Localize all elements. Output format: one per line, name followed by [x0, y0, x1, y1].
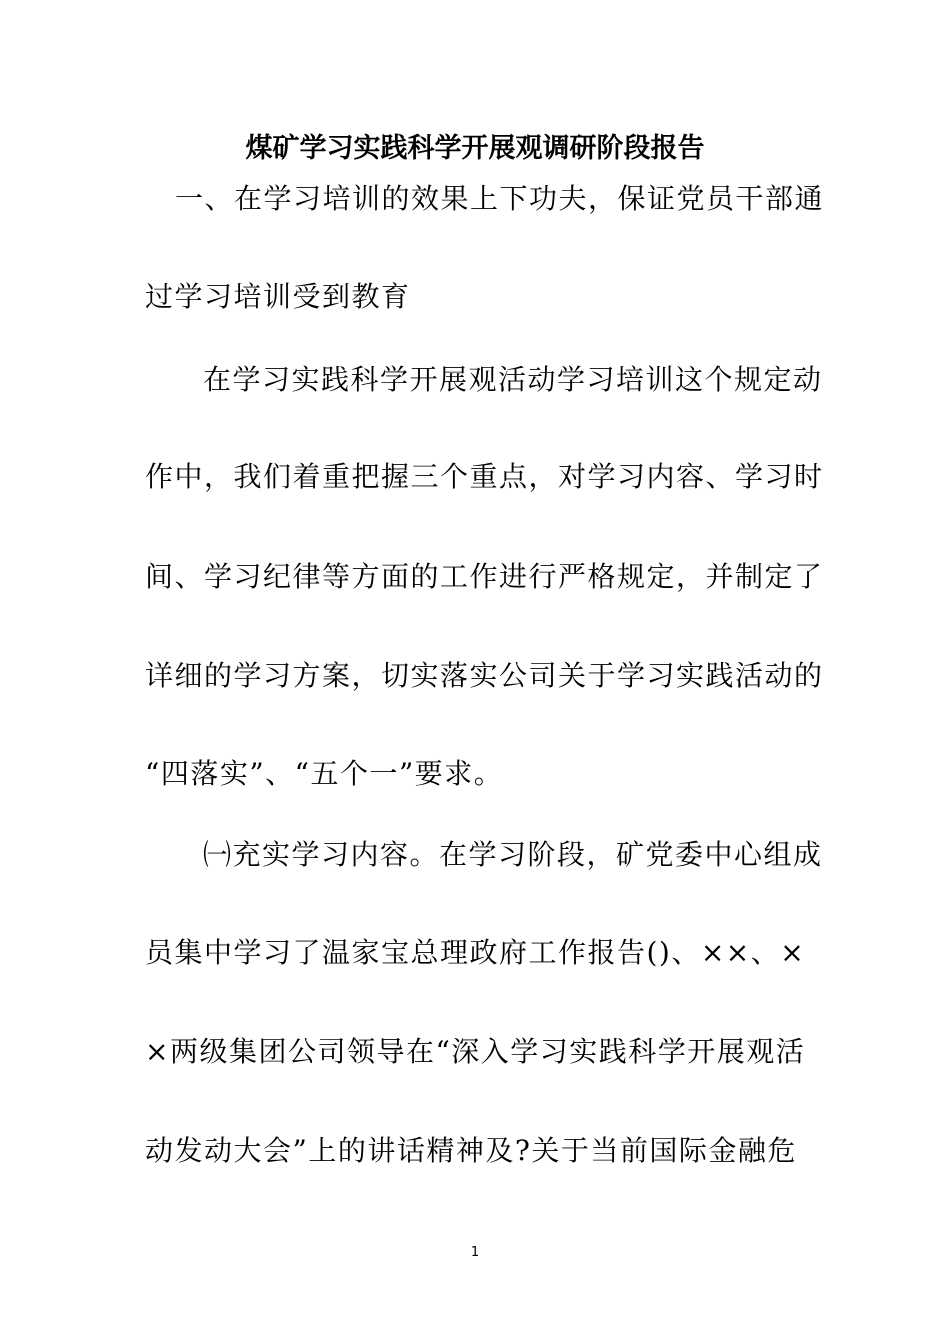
body-line: 过学习培训受到教育	[145, 280, 411, 313]
body-line: “四落实”、“五个一”要求。	[145, 757, 504, 790]
document-title: 煤矿学习实践科学开展观调研阶段报告	[245, 133, 705, 164]
body-line: 作中，我们着重把握三个重点，对学习内容、学习时	[145, 460, 824, 493]
body-line: 间、学习纪律等方面的工作进行严格规定，并制定了	[145, 560, 824, 593]
page-number: 1	[470, 1245, 480, 1260]
body-line: ×两级集团公司领导在“深入学习实践科学开展观活	[145, 1035, 806, 1068]
body-line: 详细的学习方案，切实落实公司关于学习实践活动的	[145, 659, 824, 692]
body-line: 员集中学习了温家宝总理政府工作报告()、××、×	[145, 936, 806, 969]
body-line: 动发动大会”上的讲话精神及?关于当前国际金融危	[145, 1134, 797, 1167]
heading-section-one: 一、在学习培训的效果上下功夫，保证党员干部通	[175, 182, 825, 215]
paragraph-first-line: 在学习实践科学开展观活动学习培训这个规定动	[203, 363, 823, 396]
paragraph-first-line: ㈠充实学习内容。在学习阶段，矿党委中心组成	[203, 838, 823, 871]
